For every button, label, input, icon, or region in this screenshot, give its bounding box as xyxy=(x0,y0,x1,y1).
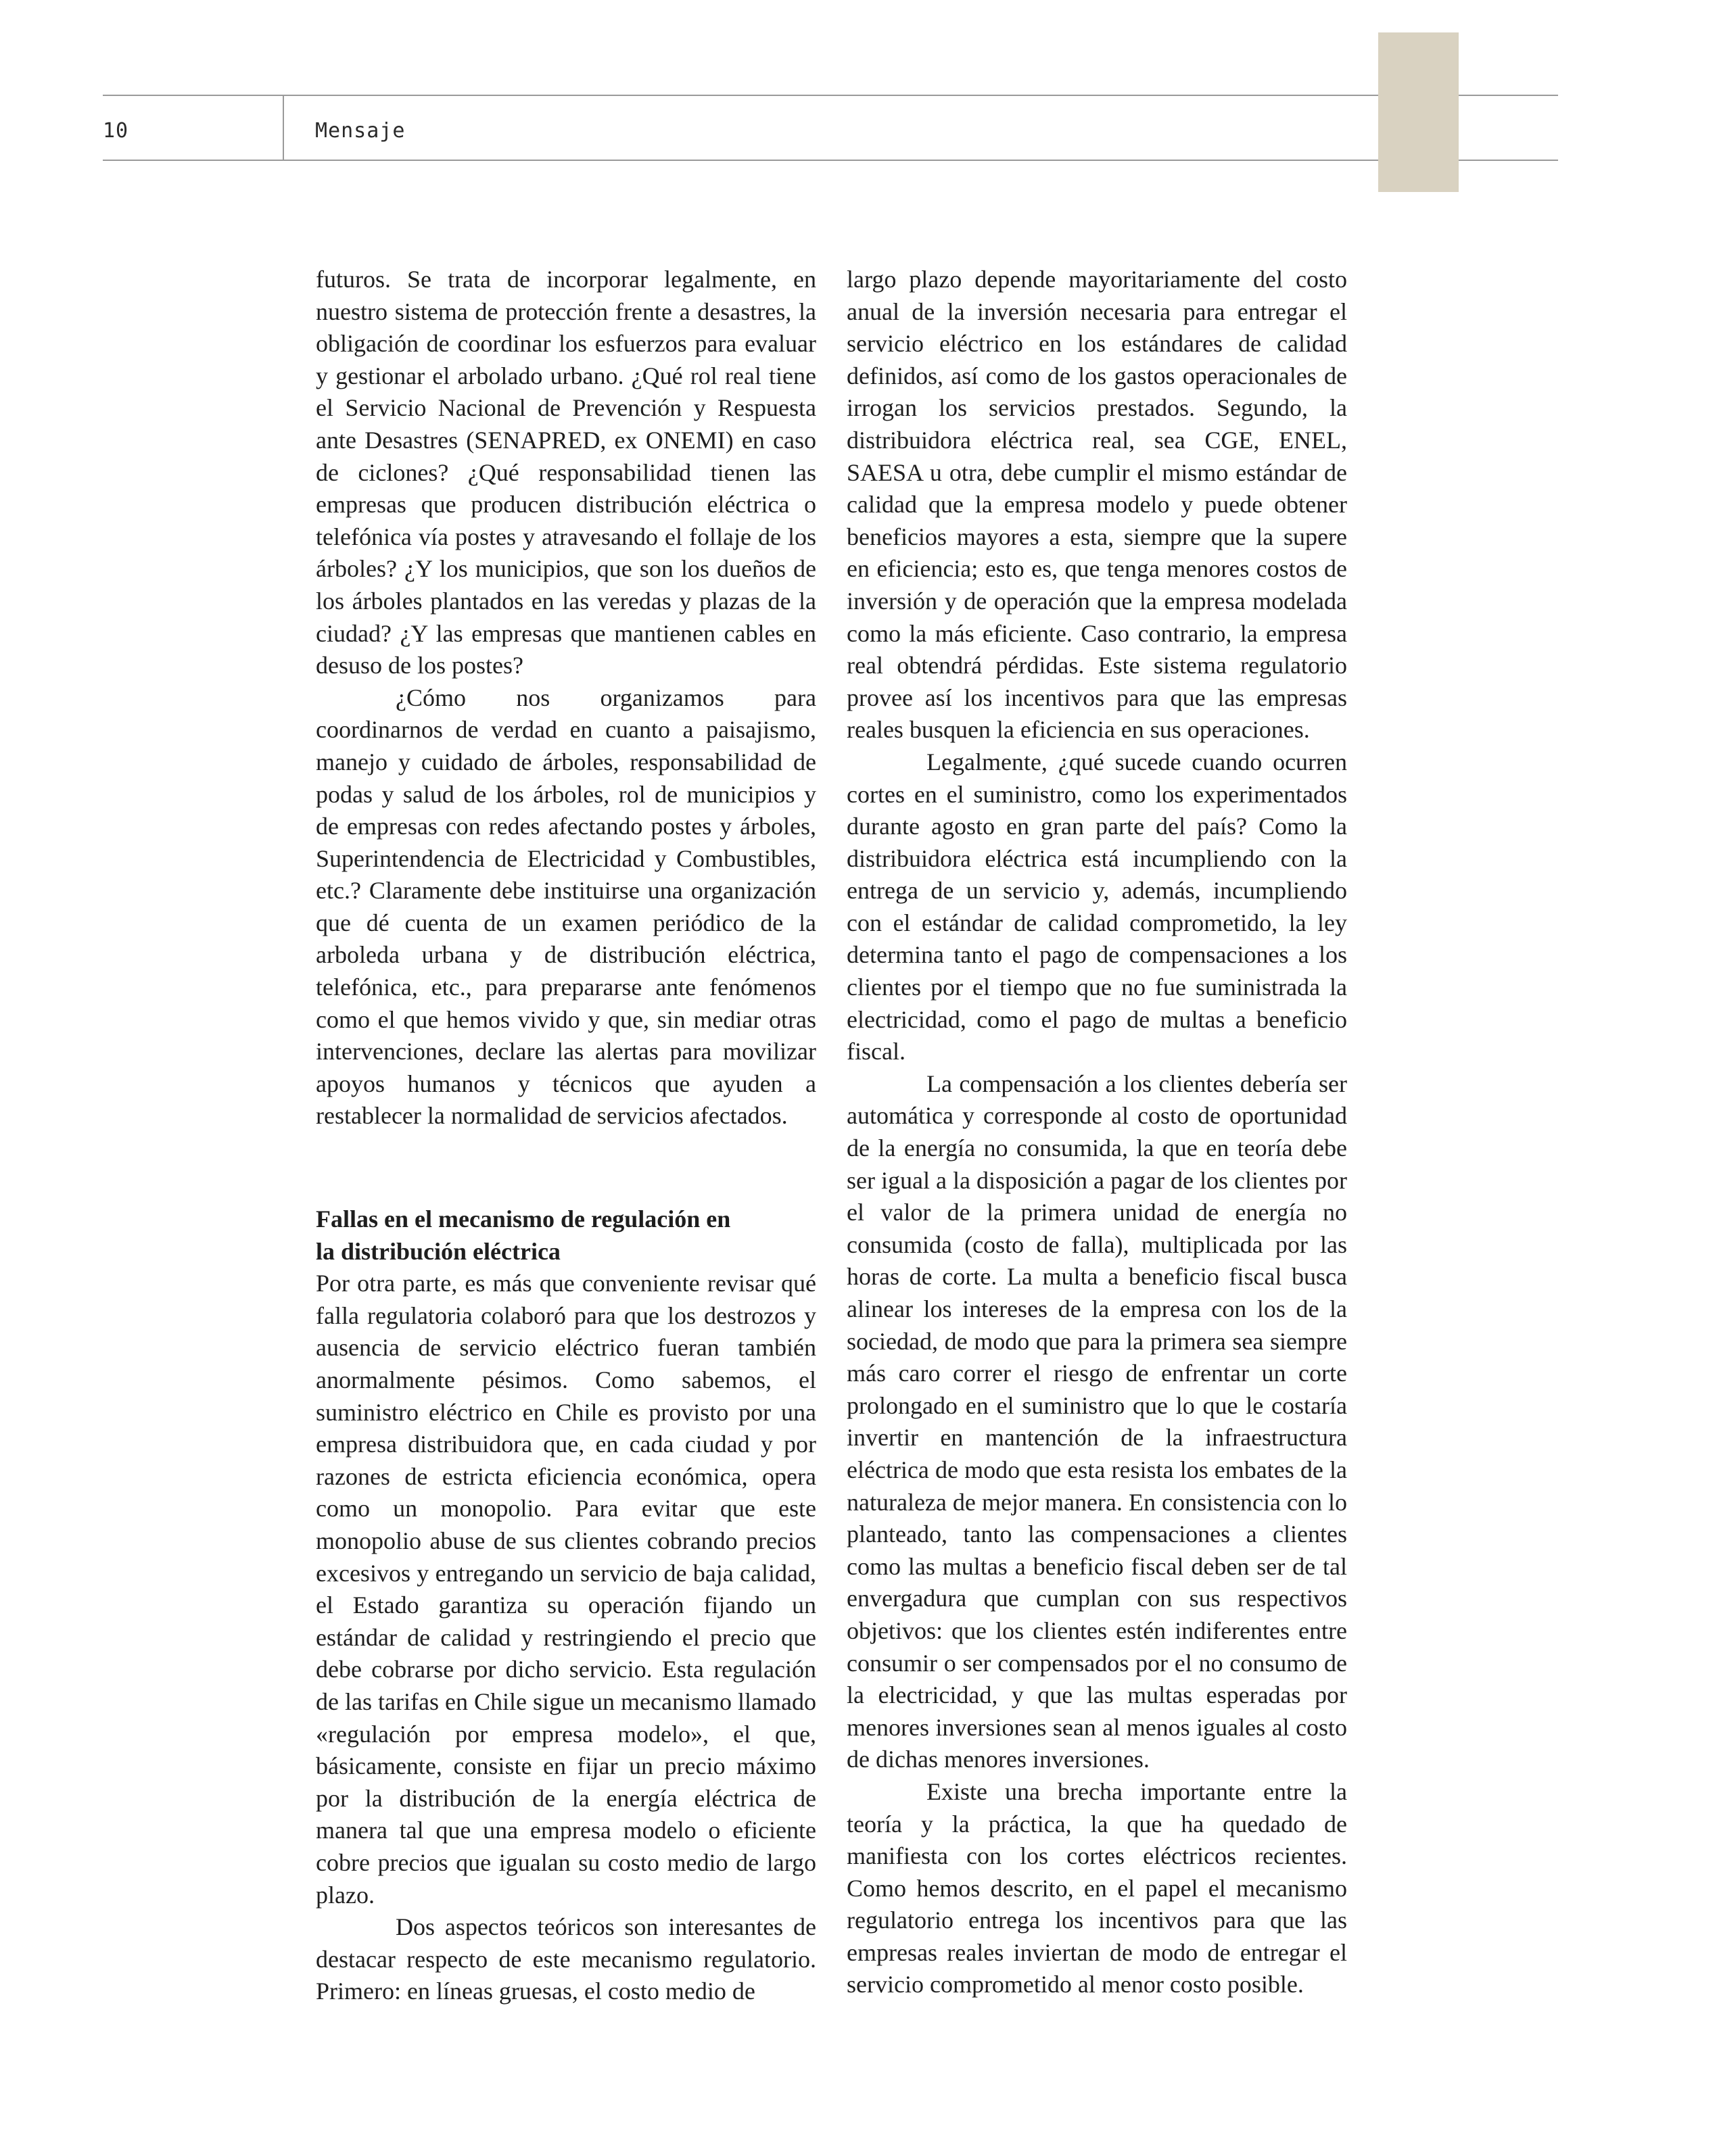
page-edge-tab xyxy=(1378,32,1459,192)
section-heading: Fallas en el mecanismo de regulación en la distribución eléctrica xyxy=(316,1205,731,1265)
header-bottom-rule xyxy=(103,160,1558,161)
paragraph: largo plazo depende mayoritariamente del costo anual de la inversión necesaria para entregar el servicio eléctrico en los estándares de calidad definidos, así como de los gastos operacionales de irrogan los servicios prestados. Segundo, la distribuidora eléctrica real, sea CGE, ENEL, SAESA u otra, debe cumplir el mismo estándar de calidad que la empresa modelo y puede obtener beneficios mayores a esta, siempre que la supere en eficiencia; esto es, que tenga menores costos de inversión y de operación que la empresa modelada como la más eficiente. Caso contrario, la empresa real obtendrá pérdidas. Este sistema regulatorio provee así los incentivos para que las empresas reales busquen la eficiencia en sus operaciones. xyxy=(847,266,1347,744)
page-number: 10 xyxy=(103,119,129,143)
header-top-rule xyxy=(103,95,1558,96)
left-column xyxy=(316,264,816,2008)
paragraph: Por otra parte, es más que conveniente revisar qué falla regulatoria colaboró para que los destrozos y ausencia de servicio eléctrico fueran también anormalmente pésimos. Como sabemos, el suministro eléctrico en Chile es provisto por una empresa distribuidora que, en cada ciudad y por razones de estricta eficiencia económica, opera como un monopolio. Para evitar que este monopolio abuse de sus clientes cobrando precios excesivos y entregando un servicio de baja calidad, el Estado garantiza su operación fijando un estándar de calidad y restringiendo el precio que debe cobrarse por dicho servicio. Esta regulación de las tarifas en Chile sigue un mecanismo llamado «regulación por empresa modelo», el que, básicamente, consiste en fijar un precio máximo por la distribución de la energía eléctrica de manera tal que una empresa modelo o eficiente cobre precios que igualan su costo medio de largo plazo. xyxy=(316,1270,816,1909)
paragraph: ¿Cómo nos organizamos para coordinarnos de verdad en cuanto a paisajismo, manejo y cuidado de árboles, responsabilidad de podas y salud de los árboles, rol de municipios y de empresas con redes afectando postes y árboles, Superintendencia de Electricidad y Combustibles, etc.? Claramente debe instituirse una organización que dé cuenta de un examen periódico de la arboleda urbana y de distribución eléctrica, telefónica, etc., para prepararse ante fenómenos como el que hemos vivido y que, sin mediar otras intervenciones, declare las alertas para movilizar apoyos humanos y técnicos que ayuden a restablecer la normalidad de servicios afectados. xyxy=(316,684,816,1130)
section-title: Mensaje xyxy=(315,119,406,143)
header-separator xyxy=(283,95,284,161)
paragraph: Existe una brecha importante entre la teoría y la práctica, la que ha quedado de manifiesta con los cortes eléctricos recientes. Como hemos descrito, en el papel el mecanismo regulatorio entrega los incentivos para que las empresas reales inviertan de modo de entregar el servicio comprometido al menor costo posible. xyxy=(847,1777,1347,1998)
paragraph: La compensación a los clientes debería ser automática y corresponde al costo de oportunidad de la energía no consumida, la que en teoría debe ser igual a la disposición a pagar de los clientes por el valor de la primera unidad de energía no consumida (costo de falla), multiplicada por las horas de corte. La multa a beneficio fiscal busca alinear los intereses de la empresa con los de la sociedad, de modo que para la primera sea siempre más caro correr el riesgo de enfrentar un corte prolongado en el suministro que lo que le costaría invertir en mantención de la infraestructura eléctrica de modo que esta resista los embates de la naturaleza de mejor manera. En consistencia con lo planteado, tanto las compensaciones a clientes como las multas a beneficio fiscal deben ser de tal envergadura que cumplan con sus respectivos objetivos: que los clientes estén indiferentes entre consumir o ser compensados por el no consumo de la electricidad, y que las multas esperadas por menores inversiones sean al menos iguales al costo de dichas menores inversiones. xyxy=(847,1070,1347,1773)
right-column xyxy=(847,264,1347,2001)
paragraph: Dos aspectos teóricos son interesantes de destacar respecto de este mecanismo regulatorio. Primero: en líneas gruesas, el costo medio de xyxy=(316,1913,816,2005)
paragraph: futuros. Se trata de incorporar legalmente, en nuestro sistema de protección frente a desastres, la obligación de coordinar los esfuerzos para evaluar y gestionar el arbolado urbano. ¿Qué rol real tiene el Servicio Nacional de Prevención y Respuesta ante Desastres (SENAPRED, ex ONEMI) en caso de ciclones? ¿Qué responsabilidad tienen las empresas que producen distribución eléctrica o telefónica vía postes y atravesando el follaje de los árboles? ¿Y los municipios, que son los dueños de los árboles plantados en las veredas y plazas de la ciudad? ¿Y las empresas que mantienen cables en desuso de los postes? xyxy=(316,266,816,679)
paragraph: Legalmente, ¿qué sucede cuando ocurren cortes en el suministro, como los experimentados durante agosto en gran parte del país? Como la distribuidora eléctrica está incumpliendo con la entrega de un servicio y, además, incumpliendo con el estándar de calidad comprometido, la ley determina tanto el pago de compensaciones a los clientes por el tiempo que no fue suministrada la electricidad, como el pago de multas a beneficio fiscal. xyxy=(847,748,1347,1065)
